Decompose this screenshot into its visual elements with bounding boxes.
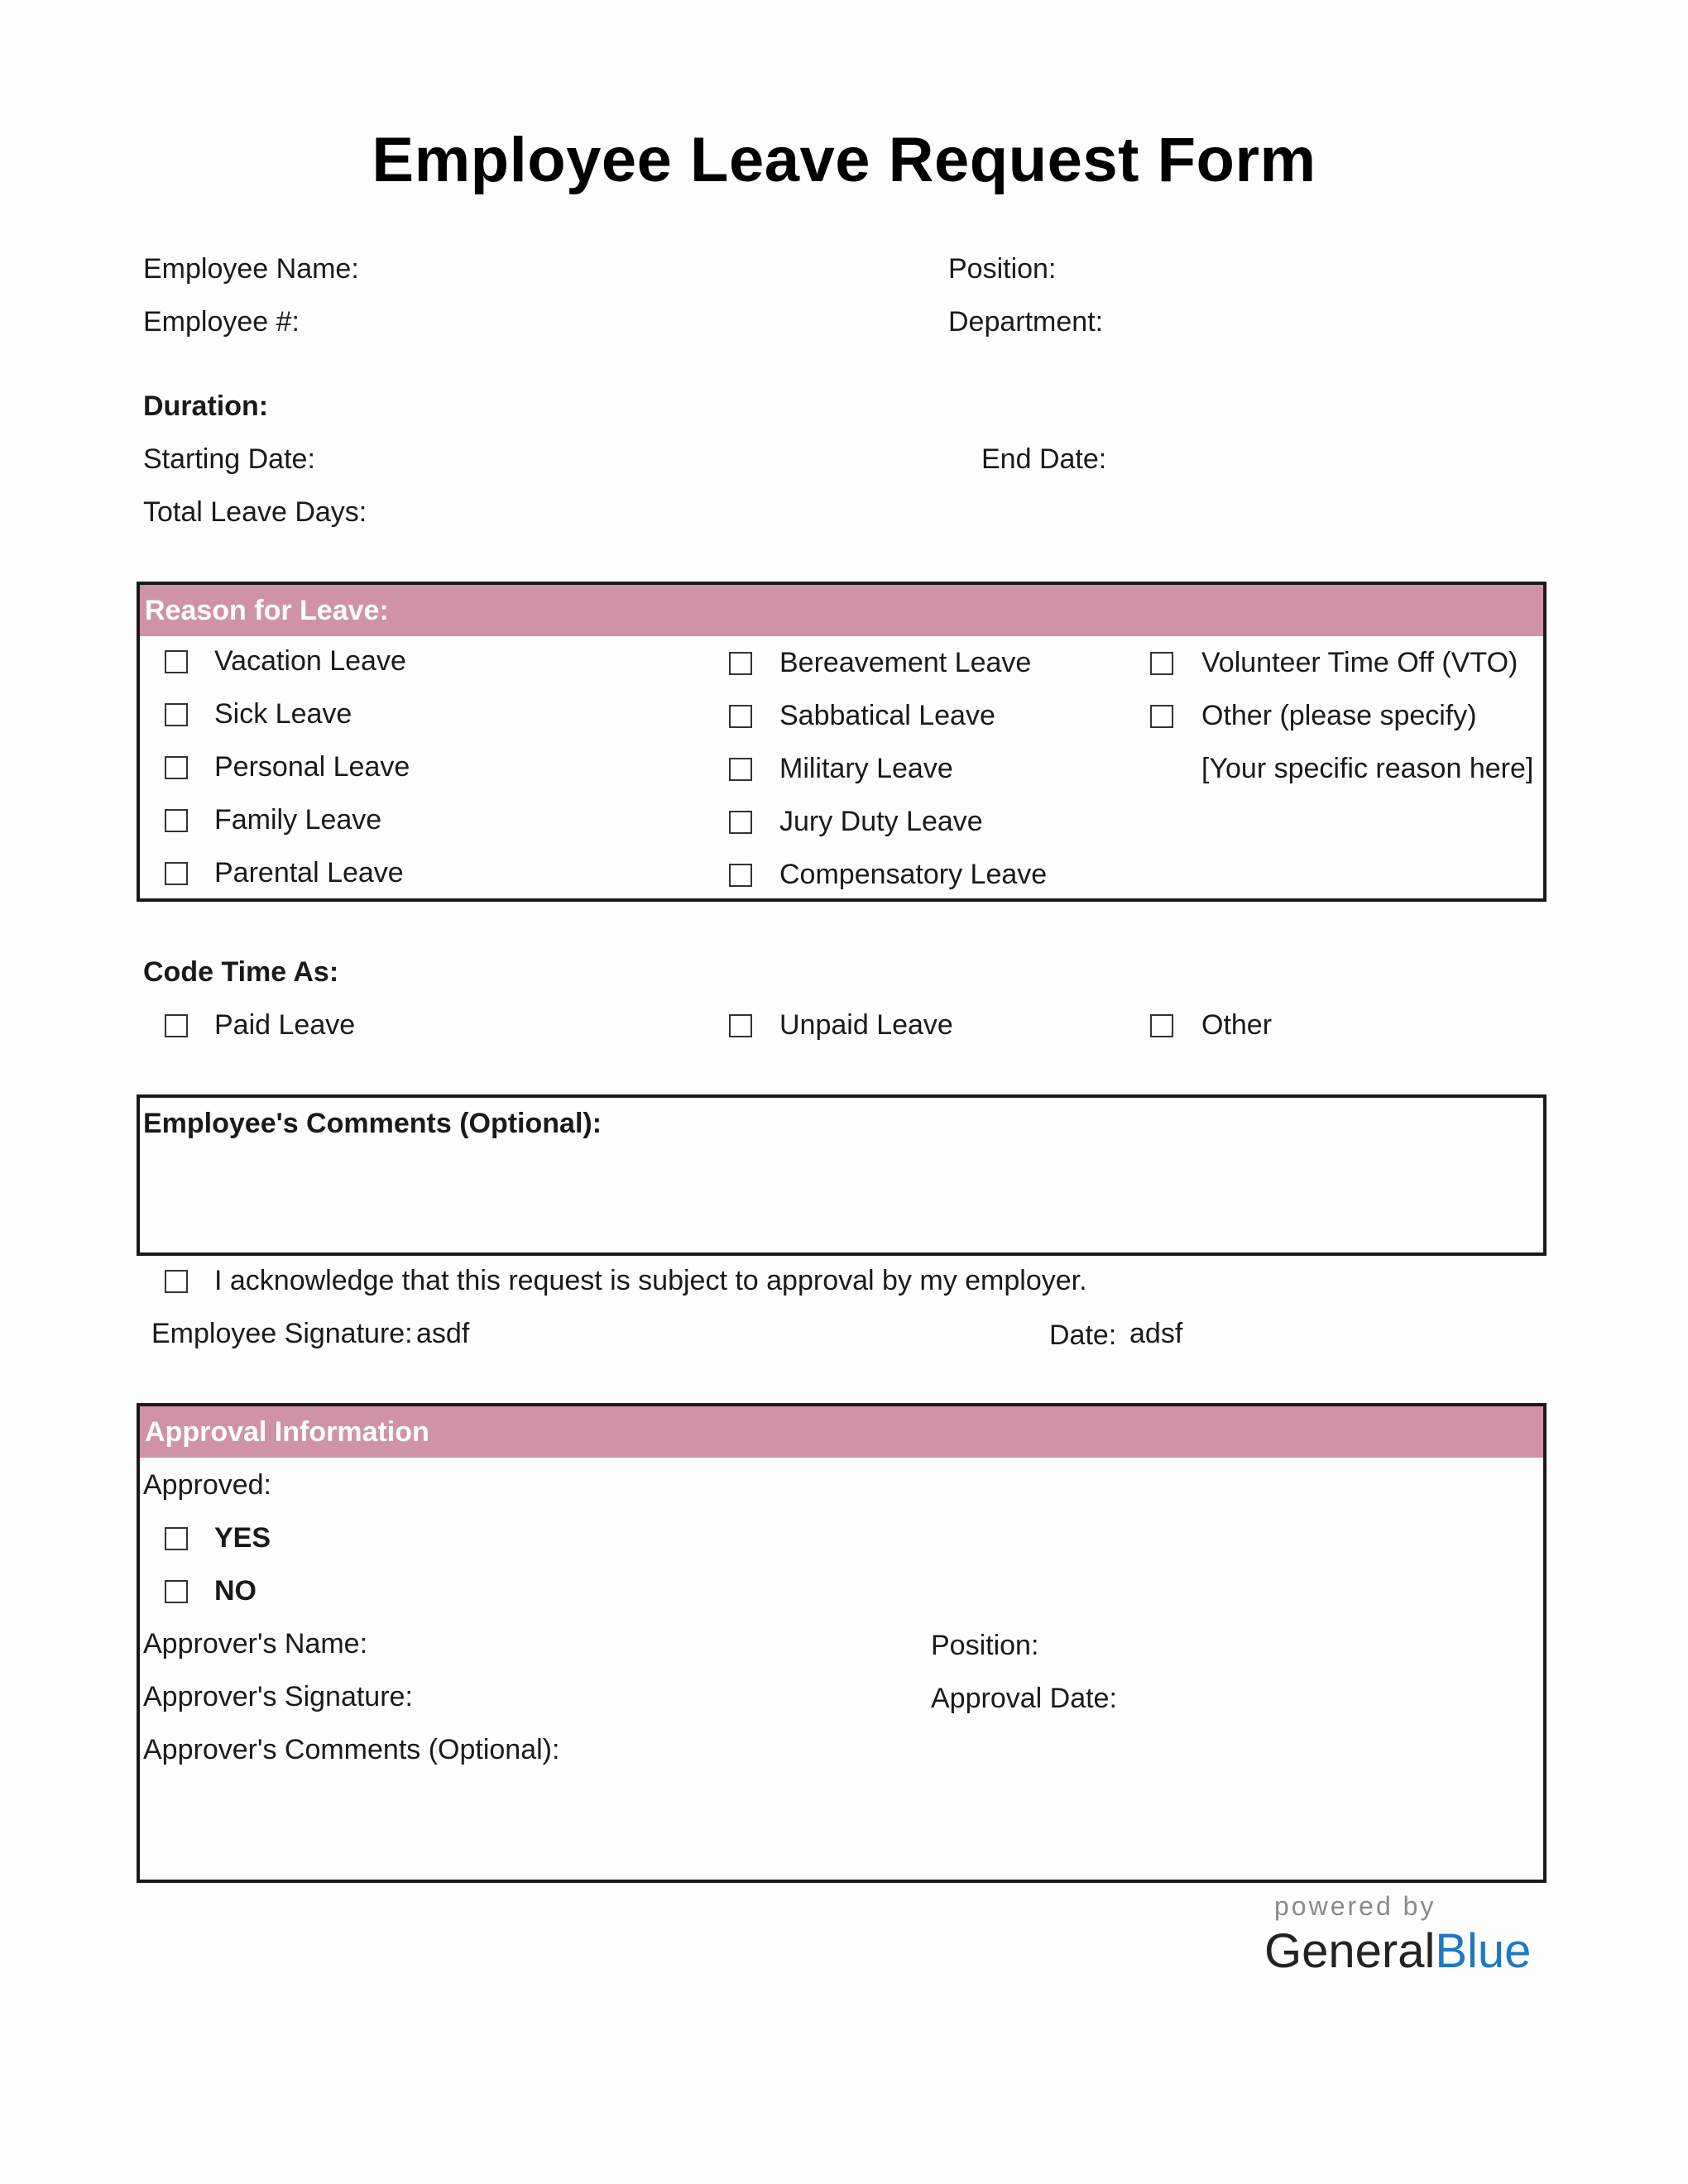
powered-by-text: powered by [1274, 1891, 1436, 1921]
code-time-heading: Code Time As: [143, 956, 339, 988]
approved-yes-label: YES [214, 1522, 271, 1554]
logo-general: General [1264, 1924, 1436, 1978]
jury-duty-leave-checkbox[interactable] [729, 811, 752, 834]
vacation-leave-checkbox[interactable] [165, 650, 188, 673]
vacation-leave-label: Vacation Leave [214, 645, 406, 677]
parental-leave-checkbox[interactable] [165, 862, 188, 885]
bereavement-leave-checkbox[interactable] [729, 652, 752, 675]
family-leave-checkbox[interactable] [165, 809, 188, 832]
paid-leave-checkbox[interactable] [165, 1014, 188, 1037]
approver-name-label: Approver's Name: [143, 1628, 368, 1660]
approval-date-label: Approval Date: [931, 1683, 1117, 1714]
employee-comments-heading: Employee's Comments (Optional): [143, 1108, 602, 1139]
generalblue-logo[interactable] [1264, 1923, 1531, 1979]
approved-no-label: NO [214, 1575, 257, 1607]
approved-no-checkbox[interactable] [165, 1580, 188, 1603]
employee-signature-label: Employee Signature: [151, 1318, 413, 1349]
approver-position-label: Position: [931, 1630, 1039, 1661]
compensatory-leave-checkbox[interactable] [729, 864, 752, 887]
approver-comments-label: Approver's Comments (Optional): [143, 1734, 560, 1765]
personal-leave-checkbox[interactable] [165, 756, 188, 779]
other-code-label: Other [1201, 1009, 1273, 1041]
compensatory-leave-label: Compensatory Leave [779, 859, 1048, 890]
other-reason-text[interactable]: [Your specific reason here] [1201, 753, 1534, 784]
vto-label: Volunteer Time Off (VTO) [1201, 647, 1518, 678]
department-label: Department: [948, 306, 1104, 338]
employee-date-label: Date: [1049, 1320, 1117, 1351]
other-code-checkbox[interactable] [1150, 1014, 1173, 1037]
sabbatical-leave-checkbox[interactable] [729, 705, 752, 728]
total-leave-days-label: Total Leave Days: [143, 496, 367, 528]
vto-checkbox[interactable] [1150, 652, 1173, 675]
sabbatical-leave-label: Sabbatical Leave [779, 700, 995, 731]
parental-leave-label: Parental Leave [214, 857, 404, 888]
military-leave-checkbox[interactable] [729, 758, 752, 781]
starting-date-label: Starting Date: [143, 443, 315, 475]
acknowledge-text: I acknowledge that this request is subject to approval by my employer. [214, 1265, 1087, 1296]
other-reason-checkbox[interactable] [1150, 705, 1173, 728]
reason-for-leave-heading: Reason for Leave: [140, 585, 1543, 636]
family-leave-label: Family Leave [214, 804, 382, 836]
approval-heading: Approval Information [140, 1406, 1543, 1458]
sick-leave-label: Sick Leave [214, 698, 352, 730]
acknowledge-checkbox[interactable] [165, 1270, 188, 1293]
jury-duty-leave-label: Jury Duty Leave [779, 806, 983, 837]
employee-number-label: Employee #: [143, 306, 300, 338]
bereavement-leave-label: Bereavement Leave [779, 647, 1032, 678]
employee-comments-box[interactable] [137, 1094, 1547, 1256]
employee-signature-value[interactable]: asdf [416, 1318, 470, 1349]
page-title: Employee Leave Request Form [372, 125, 1316, 195]
position-label: Position: [948, 253, 1057, 285]
unpaid-leave-checkbox[interactable] [729, 1014, 752, 1037]
employee-name-label: Employee Name: [143, 253, 359, 285]
duration-heading: Duration: [143, 390, 269, 422]
military-leave-label: Military Leave [779, 753, 953, 784]
paid-leave-label: Paid Leave [214, 1009, 356, 1041]
reason-for-leave-section [137, 582, 1547, 902]
approved-label: Approved: [143, 1469, 271, 1501]
approved-yes-checkbox[interactable] [165, 1527, 188, 1550]
personal-leave-label: Personal Leave [214, 751, 410, 783]
employee-date-value[interactable]: adsf [1129, 1318, 1183, 1349]
other-reason-label: Other (please specify) [1201, 700, 1477, 731]
logo-blue: Blue [1435, 1924, 1532, 1978]
sick-leave-checkbox[interactable] [165, 703, 188, 726]
unpaid-leave-label: Unpaid Leave [779, 1009, 953, 1041]
approver-signature-label: Approver's Signature: [143, 1681, 413, 1712]
end-date-label: End Date: [981, 443, 1107, 475]
